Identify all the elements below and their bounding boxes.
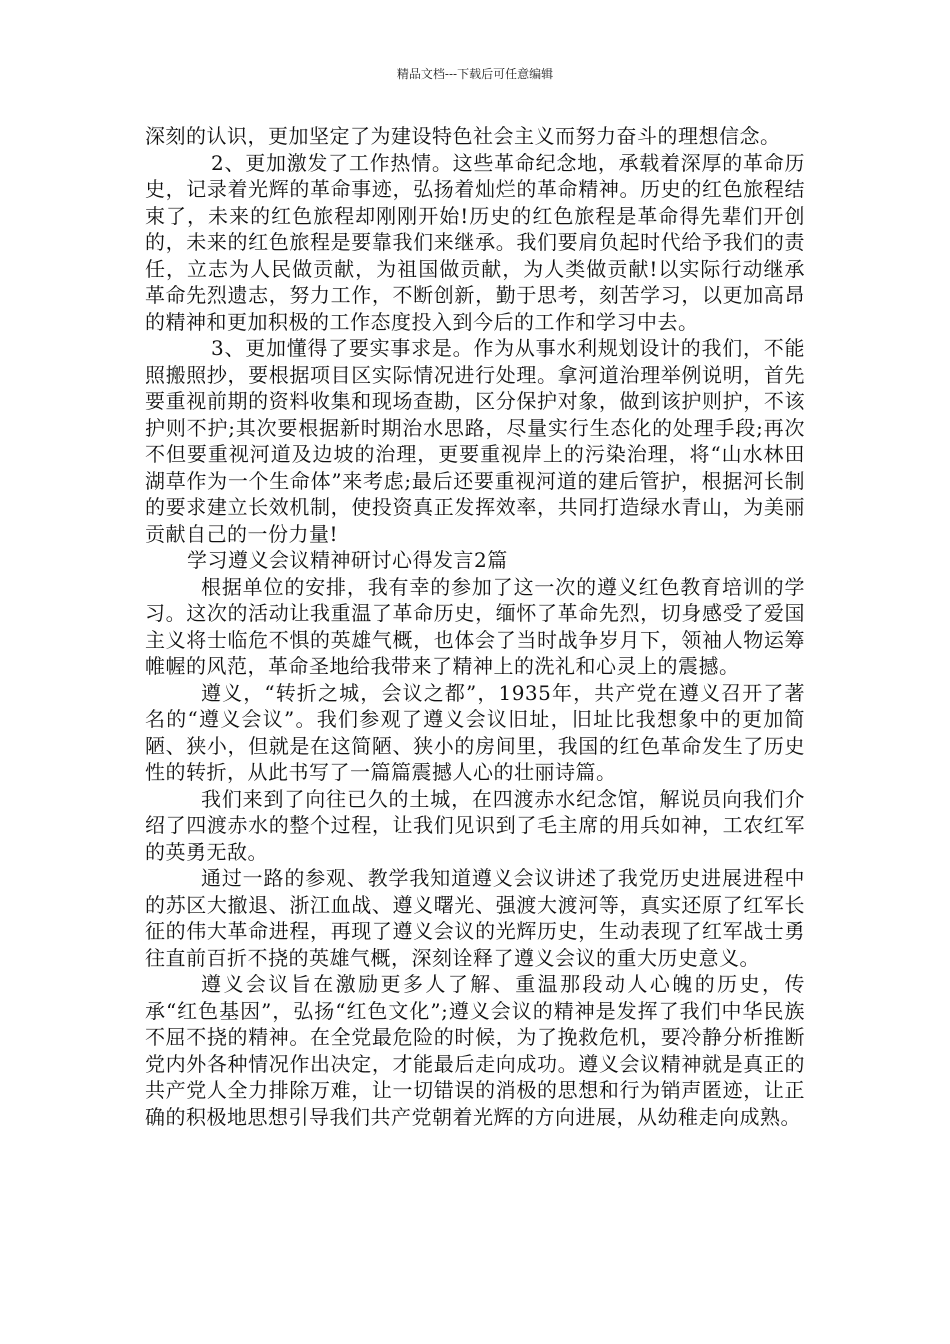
paragraph-intro: 根据单位的安排，我有幸的参加了这一次的遵义红色教育培训的学习。这次的活动让我重温了革命历史，缅怀了革命先烈，切身感受了爱国主义将士临危不惧的英雄气概，也体会了当时战争岁月下，领袖人物运筹帷幄的风范，革命圣地给我带来了精神上的洗礼和心灵上的震撼。 [145,574,805,678]
document-body [145,123,805,1130]
paragraph-point-3: 3、更加懂得了要实事求是。作为从事水利规划设计的我们，不能照搬照抄，要根据项目区实际情况进行处理。拿河道治理举例说明，首先要重视前期的资料收集和现场查勘，区分保护对象，做到该护则护，不该护则不护;其次要根据新时期治水思路，尽量实行生态化的处理手段;再次不但要重视河道及边坡的治理，更要重视岸上的污染治理，将“山水林田湖草作为一个生命体”来考虑;最后还要重视河道的建后管护，根据河长制的要求建立长效机制，使投资真正发挥效率，共同打造绿水青山，为美丽贡献自己的一份力量! [145,336,805,546]
paragraph-zunyi: 遵义，“转折之城，会议之都”，1935年，共产党在遵义召开了著名的“遵义会议”。我们参观了遵义会议旧址，旧址比我想象中的更加简陋、狭小，但就是在这简陋、狭小的房间里，我国的红色革命发生了历史性的转折，从此书写了一篇篇震撼人心的壮丽诗篇。 [145,680,805,784]
paragraph-point-2: 2、更加激发了工作热情。这些革命纪念地，承载着深厚的革命历史，记录着光辉的革命事迹，弘扬着灿烂的革命精神。历史的红色旅程结束了，未来的红色旅程却刚刚开始!历史的红色旅程是革命得先辈们开创的，未来的红色旅程是要靠我们来继承。我们要肩负起时代给予我们的责任，立志为人民做贡献，为祖国做贡献，为人类做贡献!以实际行动继承革命先烈遗志，努力工作，不断创新，勤于思考，刻苦学习，以更加高昂的精神和更加积极的工作态度投入到今后的工作和学习中去。 [145,150,805,334]
paragraph-tucheng: 我们来到了向往已久的土城，在四渡赤水纪念馆，解说员向我们介绍了四渡赤水的整个过程，让我们见识到了毛主席的用兵如神，工农红军的英勇无敌。 [145,786,805,864]
paragraph-history: 通过一路的参观、教学我知道遵义会议讲述了我党历史进展进程中的苏区大撤退、浙江血战、遵义曙光、强渡大渡河等，真实还原了红军长征的伟大革命进程，再现了遵义会议的光辉历史，生动表现了红军战士勇往直前百折不挠的英雄气概，深刻诠释了遵义会议的重大历史意义。 [145,866,805,970]
paragraph-spirit: 遵义会议旨在激励更多人了解、重温那段动人心魄的历史，传承“红色基因”，弘扬“红色文化”;遵义会议的精神是发挥了我们中华民族不屈不挠的精神。在全党最危险的时候，为了挽救危机，要冷静分析推断党内外各种情况作出决定，才能最后走向成功。遵义会议精神就是真正的共产党人全力排除万难，让一切错误的消极的思想和行为销声匿迹，让正确的积极地思想引导我们共产党朝着光辉的方向进展，从幼稚走向成熟。 [145,972,805,1129]
section-title: 学习遵义会议精神研讨心得发言2篇 [187,548,508,572]
paragraph-continued: 深刻的认识，更加坚定了为建设特色社会主义而努力奋斗的理想信念。 [145,124,781,148]
page-header: 精品文档---下载后可任意编辑 [396,67,554,81]
